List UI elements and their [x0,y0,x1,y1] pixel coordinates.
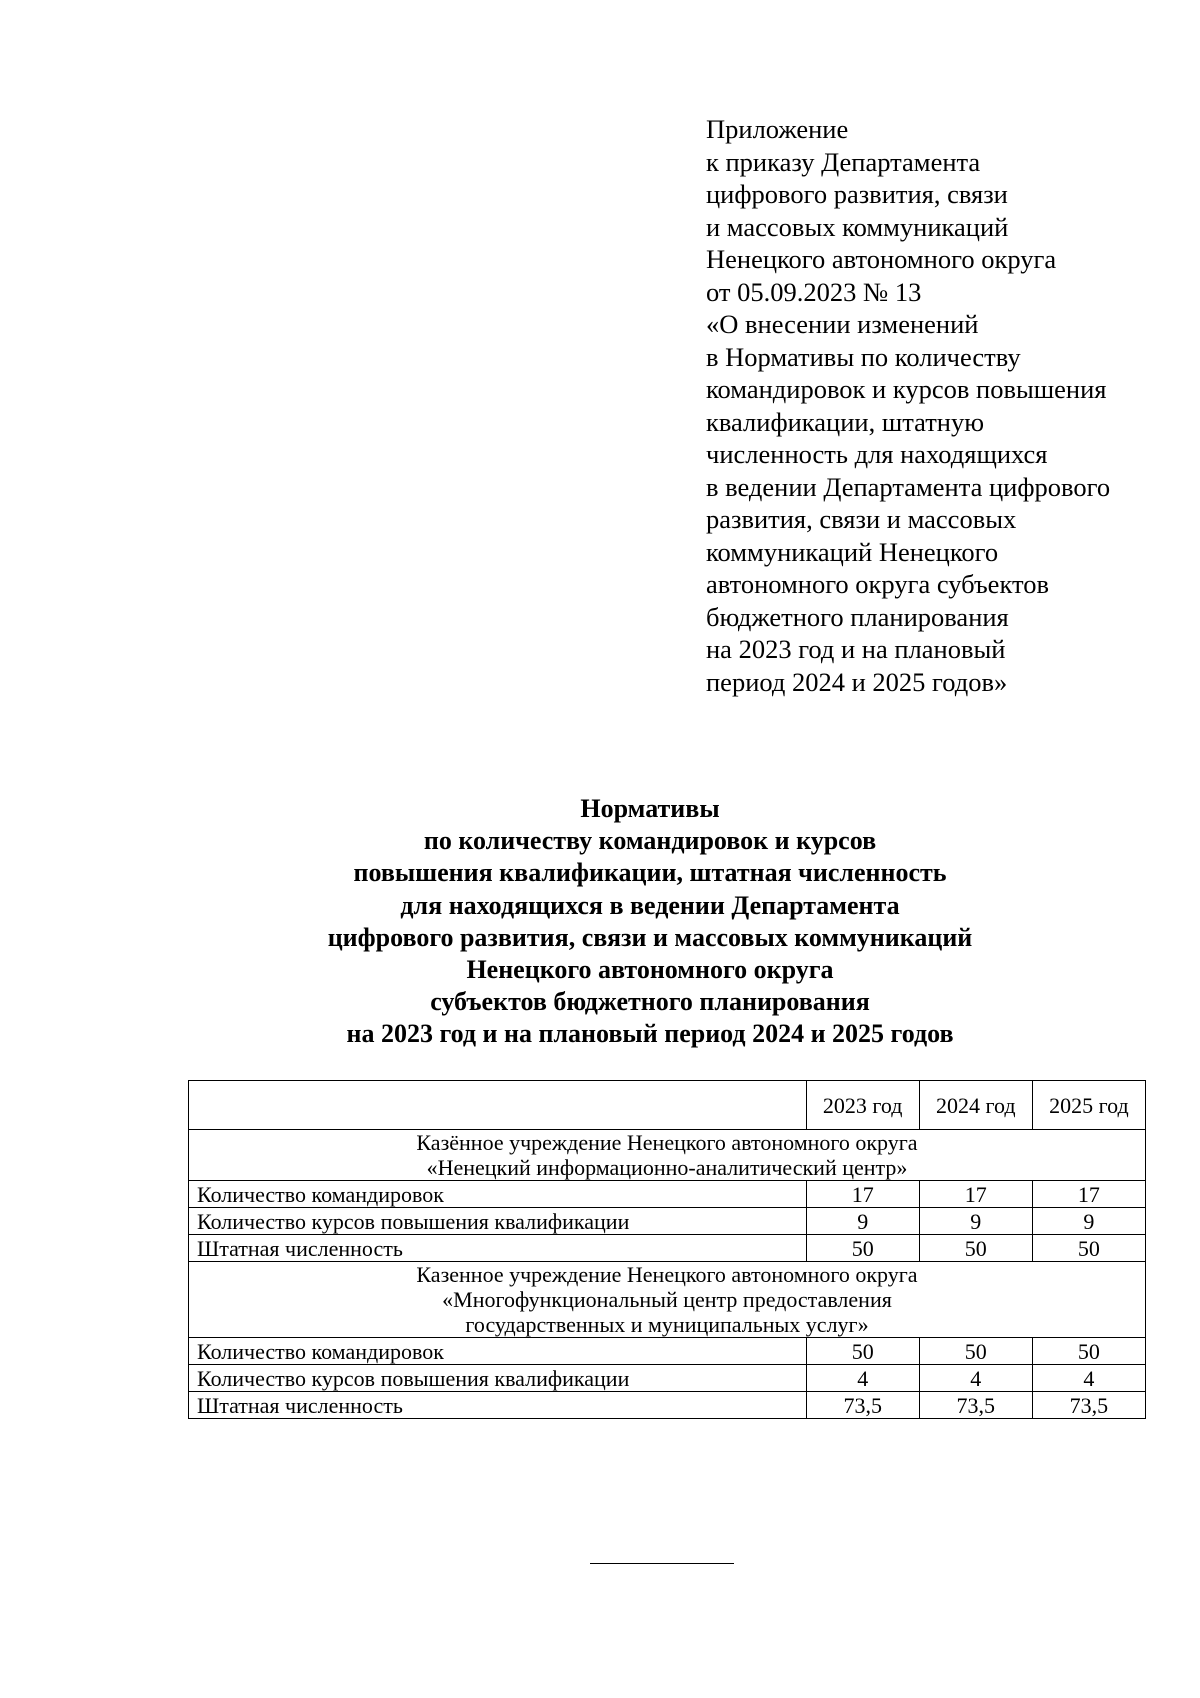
title-line: по количеству командировок и курсов [423,826,877,856]
appendix-line: от 05.09.2023 № 13 [706,276,922,307]
title-line: на 2023 год и на плановый период 2024 и 2025 годов [346,1019,954,1049]
row-value: 17 [1032,1181,1145,1208]
table-row [189,1365,1146,1392]
appendix-line: к приказу Департамента [706,146,981,177]
header-year-2024: 2024 год [919,1081,1032,1130]
section-title-line: государственных и муниципальных услуг» [465,1312,869,1337]
section-title-line: «Ненецкий информационно-аналитический центр» [426,1155,908,1180]
row-value: 73,5 [919,1392,1032,1419]
row-value: 50 [1032,1338,1145,1365]
appendix-line: период 2024 и 2025 годов» [706,666,1008,697]
appendix-line: в Нормативы по количеству [706,341,1021,372]
document-title [200,793,1100,1051]
row-label: Штатная численность [189,1235,807,1262]
appendix-line: численность для находящихся [706,439,1048,469]
title-line: повышения квалификации, штатная численность [353,858,947,888]
header-empty-cell [189,1081,807,1130]
table-row [189,1338,1146,1365]
row-label: Количество курсов повышения квалификации [189,1365,807,1392]
norms-table [188,1080,1146,1419]
section-title-line: Казенное учреждение Ненецкого автономного округа [416,1262,918,1287]
row-value: 4 [919,1365,1032,1392]
closing-divider [590,1563,734,1564]
table-row [189,1181,1146,1208]
section-header-row [189,1262,1146,1338]
row-value: 17 [919,1181,1032,1208]
appendix-line: коммуникаций Ненецкого [706,536,999,567]
row-value: 50 [1032,1235,1145,1262]
header-year-2025: 2025 год [1032,1081,1145,1130]
section-title [189,1262,1146,1338]
row-value: 50 [919,1338,1032,1365]
appendix-line: в ведении Департамента цифрового [706,471,1111,502]
row-value: 50 [806,1235,919,1262]
row-value: 4 [1032,1365,1145,1392]
row-value: 9 [919,1208,1032,1235]
title-line: для находящихся в ведении Департамента [400,890,900,920]
section-title-line: «Многофункциональный центр предоставления [442,1287,892,1312]
table-row [189,1208,1146,1235]
section-header-row [189,1130,1146,1181]
row-value: 50 [806,1338,919,1365]
appendix-line: на 2023 год и на плановый [706,634,1006,664]
row-value: 9 [806,1208,919,1235]
section-title [189,1130,1146,1181]
row-value: 9 [1032,1208,1145,1235]
table-row [189,1235,1146,1262]
title-line: Ненецкого автономного округа [466,955,834,985]
row-value: 50 [919,1235,1032,1262]
row-value: 73,5 [806,1392,919,1419]
header-year-2023: 2023 год [806,1081,919,1130]
row-value: 17 [806,1181,919,1208]
appendix-line: командировок и курсов повышения [706,374,1107,404]
table-header-row [189,1081,1146,1130]
table-row [189,1392,1146,1419]
title-line: Нормативы [580,794,720,823]
appendix-line: Ненецкого автономного округа [706,244,1057,274]
appendix-line: развития, связи и массовых [706,504,1017,534]
appendix-block [706,113,1166,698]
row-value: 4 [806,1365,919,1392]
title-line: цифрового развития, связи и массовых коммуникаций [327,922,973,952]
title-line: субъектов бюджетного планирования [430,987,870,1017]
row-label: Количество командировок [189,1338,807,1365]
row-value: 73,5 [1032,1392,1145,1419]
appendix-line: автономного округа субъектов [706,569,1049,599]
appendix-line: цифрового развития, связи [706,179,1008,209]
appendix-line: бюджетного планирования [706,601,1009,632]
row-label: Количество командировок [189,1181,807,1208]
appendix-line: Приложение [706,114,849,144]
row-label: Количество курсов повышения квалификации [189,1208,807,1235]
section-title-line: Казённое учреждение Ненецкого автономного округа [416,1130,918,1155]
appendix-line: квалификации, штатную [706,406,985,437]
row-label: Штатная численность [189,1392,807,1419]
appendix-line: и массовых коммуникаций [706,211,1009,242]
appendix-line: «О внесении изменений [706,309,979,339]
